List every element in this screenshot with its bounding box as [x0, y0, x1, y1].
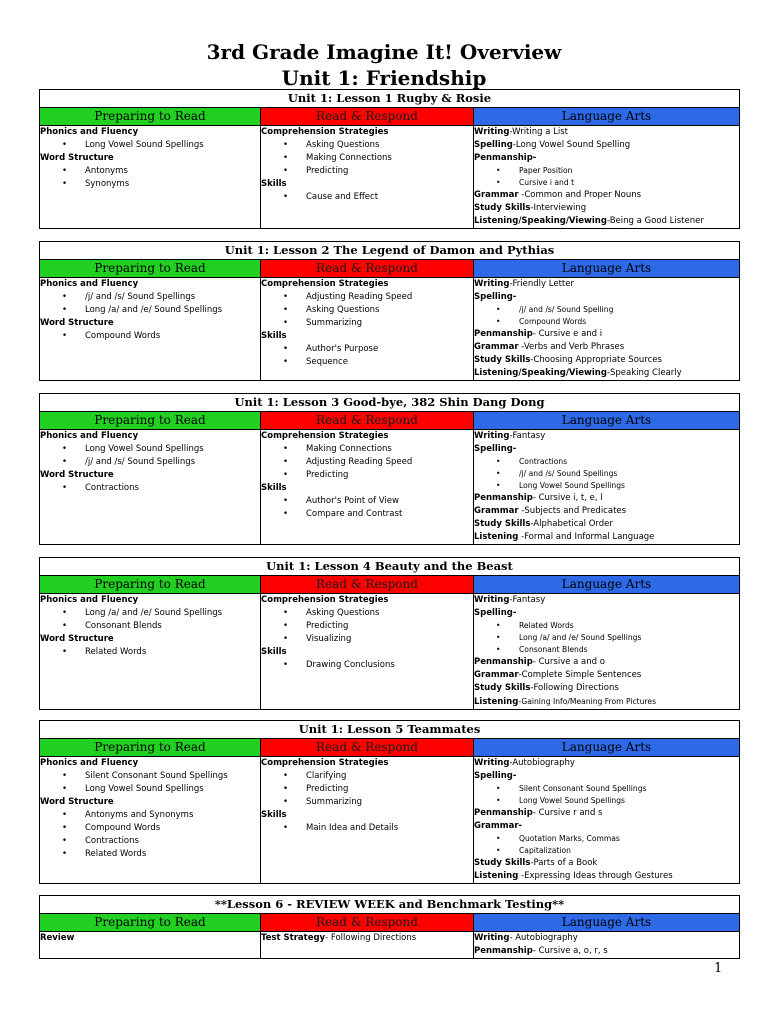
- preparing-to-read-header: Preparing to Read: [40, 108, 261, 126]
- topic-line: [474, 807, 739, 820]
- preparing-to-read-cell: [40, 932, 261, 959]
- lesson-title: Unit 1: Lesson 5 Teammates: [40, 721, 740, 739]
- topic-label: Study Skills: [474, 355, 531, 365]
- section-heading: Phonics and Fluency: [40, 758, 139, 768]
- topic-line: [474, 695, 739, 709]
- topic-label: Penmanship-: [474, 153, 537, 163]
- topic-line: [474, 492, 739, 505]
- topic-label: Spelling: [474, 140, 513, 150]
- language-arts-header: Language Arts: [474, 108, 740, 126]
- bullet-item: • /j/ and /s/ Sound Spellings: [40, 291, 260, 304]
- topic-text: -Common and Proper Nouns: [518, 190, 642, 200]
- preparing-to-read-cell: [40, 757, 261, 884]
- topic-label: Penmanship: [474, 493, 533, 503]
- topic-text: - Autobiography: [509, 933, 578, 943]
- section-heading: Review: [40, 933, 75, 943]
- topic-label: Spelling-: [474, 444, 517, 454]
- bullet-item: • Long Vowel Sound Spellings: [474, 795, 739, 807]
- bullet-item: • Silent Consonant Sound Spellings: [40, 770, 260, 783]
- bullet-item: • Predicting: [261, 620, 473, 633]
- section-heading: Skills: [261, 810, 287, 820]
- document-title: 3rd Grade Imagine It! Overview: [206, 40, 562, 64]
- section-heading: Word Structure: [40, 470, 114, 480]
- preparing-to-read-cell: [40, 278, 261, 381]
- section-heading: Comprehension Strategies: [261, 127, 389, 137]
- topic-line: [474, 430, 739, 443]
- topic-text: -Friendly Letter: [509, 279, 574, 289]
- bullet-item: • Asking Questions: [261, 139, 473, 152]
- topic-label: Penmanship: [474, 946, 533, 956]
- bullet-item: • Sequence: [261, 356, 473, 369]
- read-and-respond-cell: [261, 932, 474, 959]
- bullet-item: • /j/ and /s/ Sound Spellings: [40, 456, 260, 469]
- topic-label: Listening: [474, 697, 519, 707]
- bullet-item: • Cause and Effect: [261, 191, 473, 204]
- preparing-to-read-cell: [40, 430, 261, 545]
- topic-text: - Cursive i, t, e, l: [532, 493, 603, 503]
- read-and-respond-cell: [261, 594, 474, 710]
- lesson-title: **Lesson 6 - REVIEW WEEK and Benchmark Testing**: [40, 896, 740, 914]
- lesson-title: Unit 1: Lesson 1 Rugby & Rosie: [40, 90, 740, 108]
- topic-label: Penmanship: [474, 329, 533, 339]
- topic-text: - Cursive a, o, r, s: [532, 946, 608, 956]
- topic-label: Writing: [474, 279, 510, 289]
- preparing-to-read-cell: [40, 594, 261, 710]
- topic-text: -Writing a List: [509, 127, 569, 137]
- topic-line: [474, 354, 739, 367]
- read-and-respond-header: Read & Respond: [261, 739, 474, 757]
- topic-label: Penmanship: [474, 808, 533, 818]
- lesson-table: [39, 720, 740, 884]
- topic-text: -Subjects and Predicates: [518, 506, 627, 516]
- topic-line: [474, 669, 739, 682]
- bullet-item: • Antonyms and Synonyms: [40, 809, 260, 822]
- topic-line: [474, 328, 739, 341]
- bullet-item: • Summarizing: [261, 317, 473, 330]
- bullet-item: • Consonant Blends: [40, 620, 260, 633]
- topic-label: Grammar: [474, 670, 519, 680]
- topic-line: [474, 594, 739, 607]
- language-arts-cell: [474, 757, 740, 884]
- bullet-item: • Author's Purpose: [261, 343, 473, 356]
- language-arts-cell: [474, 278, 740, 381]
- bullet-item: • Compound Words: [40, 330, 260, 343]
- section-heading: Comprehension Strategies: [261, 279, 389, 289]
- section-heading: Word Structure: [40, 153, 114, 163]
- topic-label: Listening: [474, 871, 519, 881]
- language-arts-cell: [474, 126, 740, 229]
- topic-line: [474, 139, 739, 152]
- topic-text: -Being a Good Listener: [606, 216, 704, 226]
- section-heading: Phonics and Fluency: [40, 595, 139, 605]
- bullet-item: • Long Vowel Sound Spellings: [40, 443, 260, 456]
- topic-line: [474, 531, 739, 544]
- read-and-respond-cell: [261, 126, 474, 229]
- topic-text: -Choosing Appropriate Sources: [530, 355, 662, 365]
- section-heading: Word Structure: [40, 797, 114, 807]
- topic-text: -Parts of a Book: [530, 858, 598, 868]
- language-arts-cell: [474, 932, 740, 959]
- language-arts-header: Language Arts: [474, 260, 740, 278]
- bullet-item: • Clarifying: [261, 770, 473, 783]
- section-heading: Skills: [261, 331, 287, 341]
- read-and-respond-header: Read & Respond: [261, 260, 474, 278]
- topic-label: Writing: [474, 127, 510, 137]
- topic-line: [261, 932, 473, 945]
- bullet-item: • Long /a/ and /e/ Sound Spellings: [40, 607, 260, 620]
- topic-text: -Verbs and Verb Phrases: [518, 342, 625, 352]
- topic-text: -Gaining Info/Meaning From Pictures: [518, 697, 657, 706]
- topic-label: Penmanship: [474, 657, 533, 667]
- topic-text: -Fantasy: [509, 431, 546, 441]
- bullet-item: • Antonyms: [40, 165, 260, 178]
- bullet-item: • /j/ and /s/ Sound Spelling: [474, 304, 739, 316]
- language-arts-cell: [474, 430, 740, 545]
- topic-label: Grammar: [474, 506, 519, 516]
- read-and-respond-cell: [261, 757, 474, 884]
- bullet-item: • Long Vowel Sound Spellings: [40, 139, 260, 152]
- bullet-item: • Summarizing: [261, 796, 473, 809]
- topic-label: Grammar-: [474, 821, 523, 831]
- section-heading: Phonics and Fluency: [40, 279, 139, 289]
- lesson-title: Unit 1: Lesson 3 Good-bye, 382 Shin Dang Dong: [40, 394, 740, 412]
- section-heading: Comprehension Strategies: [261, 431, 389, 441]
- topic-text: -Interviewing: [530, 203, 587, 213]
- topic-text: -Fantasy: [509, 595, 546, 605]
- topic-line: [474, 518, 739, 531]
- topic-label: Listening/Speaking/Viewing: [474, 216, 607, 226]
- lesson-table: [39, 557, 740, 710]
- bullet-item: • Compound Words: [474, 316, 739, 328]
- bullet-item: • Consonant Blends: [474, 644, 739, 656]
- topic-text: -Alphabetical Order: [530, 519, 613, 529]
- topic-line: [474, 152, 739, 165]
- topic-label: Spelling-: [474, 771, 517, 781]
- topic-label: Study Skills: [474, 203, 531, 213]
- bullet-item: • Related Words: [40, 848, 260, 861]
- preparing-to-read-header: Preparing to Read: [40, 739, 261, 757]
- page-number: 1: [714, 961, 723, 976]
- topic-label: Writing: [474, 933, 510, 943]
- preparing-to-read-header: Preparing to Read: [40, 576, 261, 594]
- topic-line: [474, 870, 739, 883]
- topic-label: Test Strategy: [261, 933, 326, 943]
- read-and-respond-cell: [261, 430, 474, 545]
- section-heading: Word Structure: [40, 318, 114, 328]
- bullet-item: • Drawing Conclusions: [261, 659, 473, 672]
- lesson-table: [39, 89, 740, 229]
- topic-text: -Formal and Informal Language: [518, 532, 655, 542]
- preparing-to-read-header: Preparing to Read: [40, 914, 261, 932]
- bullet-item: • Capitalization: [474, 845, 739, 857]
- preparing-to-read-header: Preparing to Read: [40, 412, 261, 430]
- topic-line: [474, 505, 739, 518]
- bullet-item: • /j/ and /s/ Sound Spellings: [474, 468, 739, 480]
- bullet-item: • Long /a/ and /e/ Sound Spellings: [40, 304, 260, 317]
- topic-line: [474, 367, 739, 380]
- bullet-item: • Synonyms: [40, 178, 260, 191]
- topic-label: Listening: [474, 532, 519, 542]
- bullet-item: • Main Idea and Details: [261, 822, 473, 835]
- bullet-item: • Cursive i and t: [474, 177, 739, 189]
- topic-line: [474, 607, 739, 620]
- lesson-table: [39, 241, 740, 381]
- preparing-to-read-header: Preparing to Read: [40, 260, 261, 278]
- section-heading: Comprehension Strategies: [261, 595, 389, 605]
- topic-text: - Following Directions: [325, 933, 417, 943]
- topic-line: [474, 656, 739, 669]
- topic-text: - Cursive e and i: [532, 329, 603, 339]
- topic-line: [474, 278, 739, 291]
- bullet-item: • Silent Consonant Sound Spellings: [474, 783, 739, 795]
- topic-text: -Speaking Clearly: [606, 368, 682, 378]
- read-and-respond-header: Read & Respond: [261, 576, 474, 594]
- read-and-respond-cell: [261, 278, 474, 381]
- topic-line: [474, 443, 739, 456]
- lesson-title: Unit 1: Lesson 4 Beauty and the Beast: [40, 558, 740, 576]
- topic-label: Writing: [474, 595, 510, 605]
- bullet-item: • Predicting: [261, 165, 473, 178]
- bullet-item: • Long Vowel Sound Spellings: [474, 480, 739, 492]
- topic-label: Writing: [474, 431, 510, 441]
- bullet-item: • Compound Words: [40, 822, 260, 835]
- bullet-item: • Predicting: [261, 783, 473, 796]
- bullet-item: • Contractions: [474, 456, 739, 468]
- bullet-item: • Asking Questions: [261, 304, 473, 317]
- topic-line: [474, 820, 739, 833]
- topic-line: [474, 757, 739, 770]
- topic-text: -Long Vowel Sound Spelling: [512, 140, 631, 150]
- topic-label: Study Skills: [474, 519, 531, 529]
- topic-text: - Cursive a and o: [532, 657, 605, 667]
- bullet-item: • Asking Questions: [261, 607, 473, 620]
- bullet-item: • Contractions: [40, 835, 260, 848]
- bullet-item: • Compare and Contrast: [261, 508, 473, 521]
- topic-line: [474, 932, 739, 945]
- language-arts-header: Language Arts: [474, 739, 740, 757]
- topic-line: [474, 770, 739, 783]
- bullet-item: • Related Words: [40, 646, 260, 659]
- preparing-to-read-cell: [40, 126, 261, 229]
- language-arts-cell: [474, 594, 740, 710]
- topic-line: [474, 291, 739, 304]
- read-and-respond-header: Read & Respond: [261, 914, 474, 932]
- bullet-item: • Author's Point of View: [261, 495, 473, 508]
- topic-line: [474, 126, 739, 139]
- bullet-item: • Related Words: [474, 620, 739, 632]
- topic-label: Writing: [474, 758, 510, 768]
- section-heading: Phonics and Fluency: [40, 127, 139, 137]
- section-heading: Skills: [261, 179, 287, 189]
- topic-line: [474, 682, 739, 695]
- topic-text: - Cursive r and s: [532, 808, 603, 818]
- bullet-item: • Contractions: [40, 482, 260, 495]
- language-arts-header: Language Arts: [474, 576, 740, 594]
- topic-label: Listening/Speaking/Viewing: [474, 368, 607, 378]
- topic-label: Spelling-: [474, 292, 517, 302]
- section-heading: Word Structure: [40, 634, 114, 644]
- topic-line: [474, 189, 739, 202]
- bullet-item: • Adjusting Reading Speed: [261, 291, 473, 304]
- topic-label: Grammar: [474, 190, 519, 200]
- read-and-respond-header: Read & Respond: [261, 108, 474, 126]
- topic-text: -Following Directions: [530, 683, 619, 693]
- lesson-table: [39, 393, 740, 545]
- read-and-respond-header: Read & Respond: [261, 412, 474, 430]
- document-subtitle: Unit 1: Friendship: [281, 66, 487, 90]
- topic-label: Study Skills: [474, 858, 531, 868]
- bullet-item: • Long /a/ and /e/ Sound Spellings: [474, 632, 739, 644]
- bullet-item: • Adjusting Reading Speed: [261, 456, 473, 469]
- topic-label: Grammar: [474, 342, 519, 352]
- bullet-item: • Visualizing: [261, 633, 473, 646]
- bullet-item: • Long Vowel Sound Spellings: [40, 783, 260, 796]
- topic-text: -Expressing Ideas through Gestures: [518, 871, 673, 881]
- language-arts-header: Language Arts: [474, 412, 740, 430]
- section-heading: Skills: [261, 483, 287, 493]
- bullet-item: • Predicting: [261, 469, 473, 482]
- topic-line: [474, 341, 739, 354]
- bullet-item: • Making Connections: [261, 443, 473, 456]
- lesson-table: [39, 895, 740, 959]
- section-heading: Skills: [261, 647, 287, 657]
- section-heading: Comprehension Strategies: [261, 758, 389, 768]
- language-arts-header: Language Arts: [474, 914, 740, 932]
- topic-line: [474, 215, 739, 228]
- topic-text: -Complete Simple Sentences: [518, 670, 642, 680]
- topic-line: [474, 945, 739, 958]
- section-heading: Phonics and Fluency: [40, 431, 139, 441]
- topic-text: -Autobiography: [509, 758, 575, 768]
- bullet-item: • Paper Position: [474, 165, 739, 177]
- topic-line: [474, 857, 739, 870]
- bullet-item: • Quotation Marks, Commas: [474, 833, 739, 845]
- topic-label: Study Skills: [474, 683, 531, 693]
- topic-line: [474, 202, 739, 215]
- lesson-title: Unit 1: Lesson 2 The Legend of Damon and Pythias: [40, 242, 740, 260]
- topic-label: Spelling-: [474, 608, 517, 618]
- bullet-item: • Making Connections: [261, 152, 473, 165]
